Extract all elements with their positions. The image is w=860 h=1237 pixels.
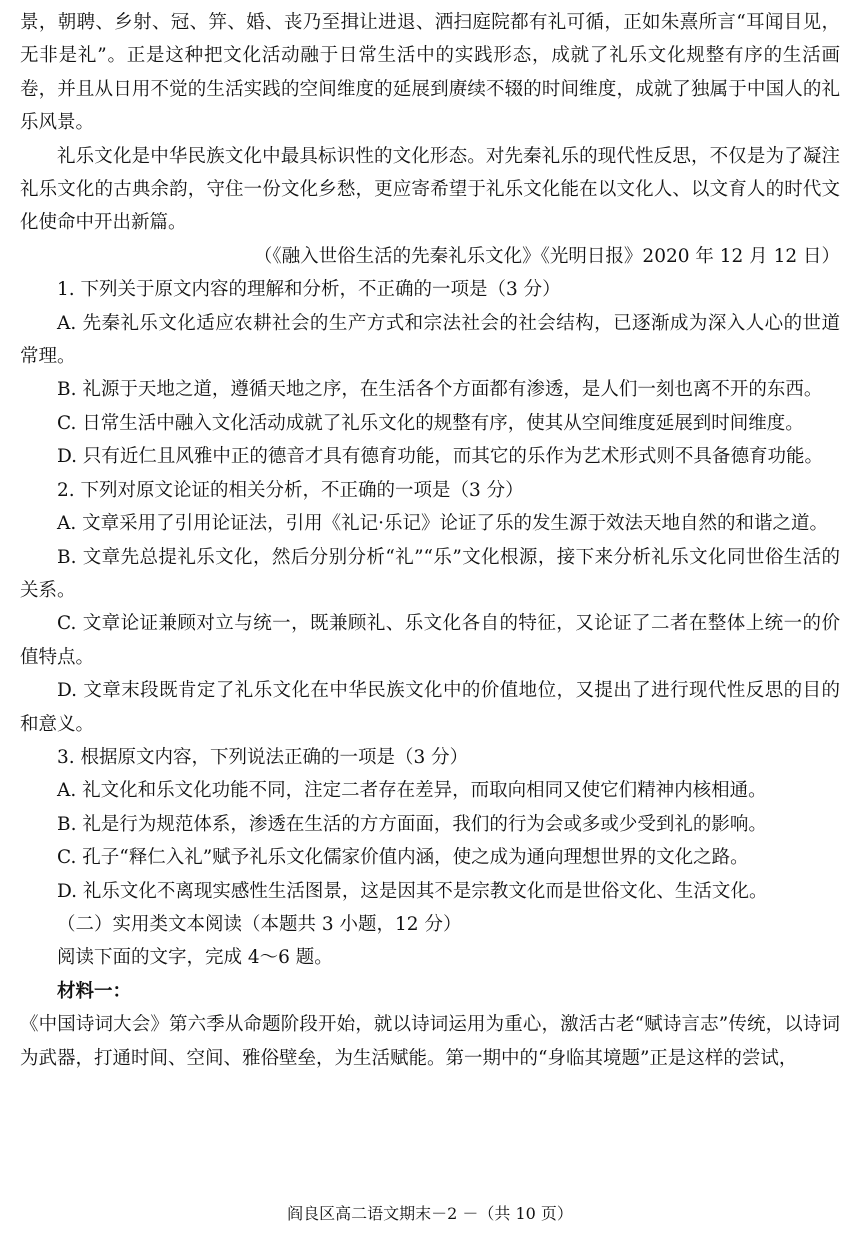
paragraph: D. 文章末段既肯定了礼乐文化在中华民族文化中的价值地位，又提出了进行现代性反思的目的和意义。	[20, 680, 840, 735]
material-heading: 材料一：	[57, 980, 132, 1002]
paragraph: 景，朝聘、乡射、冠、笄、婚、丧乃至揖让进退、洒扫庭院都有礼可循，正如朱熹所言“耳闻目见，无非是礼”。正是这种把文化活动融于日常生活中的实践形态，成就了礼乐文化规整有序的生活画卷，并且从日用不觉的生活实践的空间维度的延展到赓续不辍的时间维度，成就了独属于中国人的礼乐风景。	[20, 12, 840, 134]
paragraph: （二）实用类文本阅读（本题共 3 小题，12 分）	[57, 913, 462, 935]
source-citation: （《融入世俗生活的先秦礼乐文化》《光明日报》2020 年 12 月 12 日）	[253, 245, 840, 267]
page-footer: 阎良区高二语文期末－2 －（共 10 页）	[287, 1204, 573, 1223]
paragraph: B. 文章先总提礼乐文化，然后分别分析“礼”“乐”文化根源，接下来分析礼乐文化同世俗生活的关系。	[20, 546, 840, 601]
paragraph: 礼乐文化是中华民族文化中最具标识性的文化形态。对先秦礼乐的现代性反思，不仅是为了凝注礼乐文化的古典余韵，守住一份文化乡愁，更应寄希望于礼乐文化能在以文化人、以文育人的时代文化使命中开出新篇。	[20, 145, 840, 234]
page-content	[20, 6, 840, 1075]
paragraph: D. 礼乐文化不离现实感性生活图景，这是因其不是宗教文化而是世俗文化、生活文化。	[57, 880, 768, 902]
paragraph: C. 孔子“释仁入礼”赋予礼乐文化儒家价值内涵，使之成为通向理想世界的文化之路。	[57, 847, 749, 869]
paragraph: C. 日常生活中融入文化活动成就了礼乐文化的规整有序，使其从空间维度延展到时间维度。	[57, 412, 804, 434]
paragraph: A. 礼文化和乐文化功能不同，注定二者存在差异，而取向相同又使它们精神内核相通。	[57, 780, 767, 802]
paragraph: B. 礼是行为规范体系，渗透在生活的方方面面，我们的行为会或多或少受到礼的影响。	[57, 813, 767, 835]
paragraph: A. 先秦礼乐文化适应农耕社会的生产方式和宗法社会的社会结构，已逐渐成为深入人心的世道常理。	[20, 312, 840, 368]
paragraph: C. 文章论证兼顾对立与统一，既兼顾礼、乐文化各自的特征，又论证了二者在整体上统一的价值特点。	[20, 613, 840, 668]
paragraph: B. 礼源于天地之道，遵循天地之序，在生活各个方面都有渗透，是人们一刻也离不开的东西。	[57, 379, 823, 401]
paragraph: A. 文章采用了引用论证法，引用《礼记·乐记》论证了乐的发生源于效法天地自然的和谐之道。	[57, 513, 829, 535]
paragraph: D. 只有近仁且风雅中正的德音才具有德育功能，而其它的乐作为艺术形式则不具备德育功能。	[57, 446, 823, 468]
paragraph: 阅读下面的文字，完成 4～6 题。	[57, 947, 333, 969]
paragraph: 《中国诗词大会》第六季从命题阶段开始，就以诗词运用为重心，激活古老“赋诗言志”传统，以诗词为武器，打通时间、空间、雅俗壁垒，为生活赋能。第一期中的“身临其境题”正是这样的尝试，	[20, 1014, 840, 1069]
paragraph: 2. 下列对原文论证的相关分析，不正确的一项是（3 分）	[57, 479, 524, 501]
paragraph: 1. 下列关于原文内容的理解和分析，不正确的一项是（3 分）	[57, 279, 561, 301]
paragraph: 3. 根据原文内容，下列说法正确的一项是（3 分）	[57, 746, 469, 768]
